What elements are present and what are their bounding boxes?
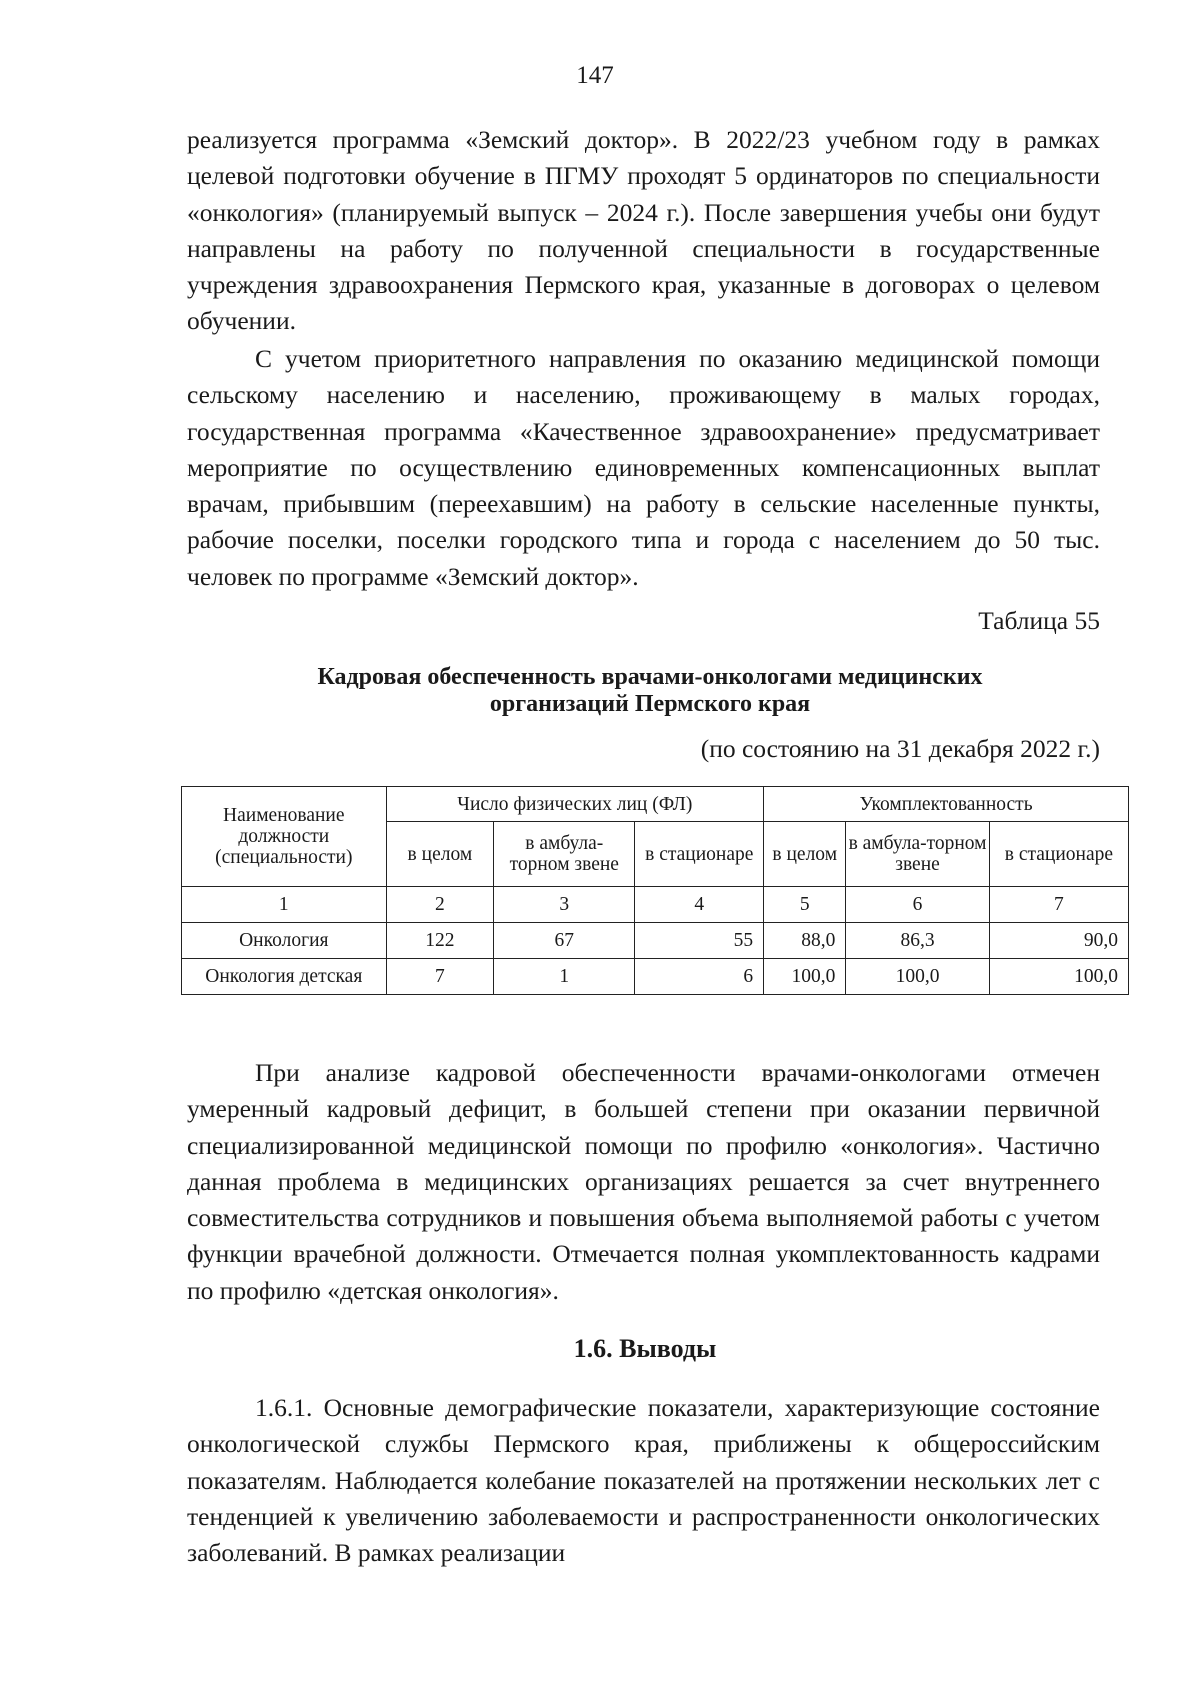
subheader-st-total: в целом: [764, 822, 846, 887]
cell-st-inpatient: 90,0: [989, 923, 1128, 959]
cell-st-total: 88,0: [764, 923, 846, 959]
cell-fl-inpatient: 55: [635, 923, 764, 959]
column-number: 5: [764, 887, 846, 923]
section-title: 1.6. Выводы: [573, 1334, 717, 1363]
paragraph-staffing-analysis: [187, 1055, 1100, 1309]
header-fl-group: Число физических лиц (ФЛ): [386, 787, 764, 822]
subheader-st-inpatient: в стационаре: [989, 822, 1128, 887]
column-number: 1: [182, 887, 387, 923]
cell-fl-total: 122: [386, 923, 494, 959]
column-number: 3: [494, 887, 635, 923]
header-position: Наименование должности (специальности): [182, 787, 387, 887]
paragraph-text: При анализе кадровой обеспеченности врачами-онкологами отмечен умеренный кадровый дефицит, в большей степени при оказании первичной специализированной медицинской помощи по профилю «онкология». Частично данная проблема в медицинских организациях решается за счет внутреннего совместительства сотрудников и повышения объема выполняемой работы с учетом функции врачебной должности. Отмечается полная укомплектованность кадрами по профилю «детская онкология».: [187, 1058, 1100, 1305]
cell-fl-inpatient: 6: [635, 959, 764, 995]
cell-position-name: Онкология детская: [182, 959, 387, 995]
page-number: 147: [576, 62, 614, 89]
header-staffing-group: Укомплектованность: [764, 787, 1129, 822]
column-number: 2: [386, 887, 494, 923]
table-header-row: [182, 787, 1129, 822]
column-number: 6: [846, 887, 989, 923]
subheader-fl-total: в целом: [386, 822, 494, 887]
paragraph-text: 1.6.1. Основные демографические показатели, характеризующие состояние онкологической службы Пермского края, приближены к общероссийским показателям. Наблюдается колебание показателей на протяжении нескольких лет с тенденцией к увеличению заболеваемости и распространенности онкологических заболеваний. В рамках реализации: [187, 1393, 1100, 1568]
cell-fl-total: 7: [386, 959, 494, 995]
cell-st-outpatient: 100,0: [846, 959, 989, 995]
cell-fl-outpatient: 1: [494, 959, 635, 995]
subheader-fl-inpatient: в стационаре: [635, 822, 764, 887]
cell-st-inpatient: 100,0: [989, 959, 1128, 995]
cell-fl-outpatient: 67: [494, 923, 635, 959]
table-title: [200, 664, 1100, 718]
paragraph-zemsky-doctor-program: [187, 122, 1100, 340]
subheader-fl-outpatient: в амбула-торном звене: [494, 822, 635, 887]
paragraph-text: реализуется программа «Земский доктор». В 2022/23 учебном году в рамках целевой подготовки обучение в ПГМУ проходят 5 ординаторов по специальности «онкология» (планируемый выпуск – 2024 г.). После завершения учебы они будут направлены на работу по полученной специальности в государственные учреждения здравоохранения Пермского края, указанные в договорах о целевом обучении.: [187, 125, 1100, 336]
table-date-note: (по состоянию на 31 декабря 2022 г.): [700, 734, 1100, 763]
column-number: 4: [635, 887, 764, 923]
column-number: 7: [989, 887, 1128, 923]
cell-st-outpatient: 86,3: [846, 923, 989, 959]
table-row: [182, 959, 1129, 995]
cell-position-name: Онкология: [182, 923, 387, 959]
oncologist-staffing-table: [181, 786, 1129, 995]
table-title-line: Кадровая обеспеченность врачами-онкологами медицинских: [317, 664, 983, 690]
subheader-st-outpatient: в амбула-торном звене: [846, 822, 989, 887]
paragraph-text: С учетом приоритетного направления по оказанию медицинской помощи сельскому населению и населению, проживающему в малых городах, государственная программа «Качественное здравоохранение» предусматривает мероприятие по осуществлению единовременных компенсационных выплат врачам, прибывшим (переехавшим) на работу в сельские населенные пункты, рабочие поселки, поселки городского типа и города с населением до 50 тыс. человек по программе «Земский доктор».: [187, 344, 1100, 591]
table-row: [182, 923, 1129, 959]
column-number-row: [182, 887, 1129, 923]
table-label: Таблица 55: [978, 606, 1100, 635]
paragraph-rural-compensation: [187, 341, 1100, 595]
cell-st-total: 100,0: [764, 959, 846, 995]
paragraph-conclusion: [187, 1390, 1100, 1571]
table-title-line: организаций Пермского края: [489, 691, 811, 717]
